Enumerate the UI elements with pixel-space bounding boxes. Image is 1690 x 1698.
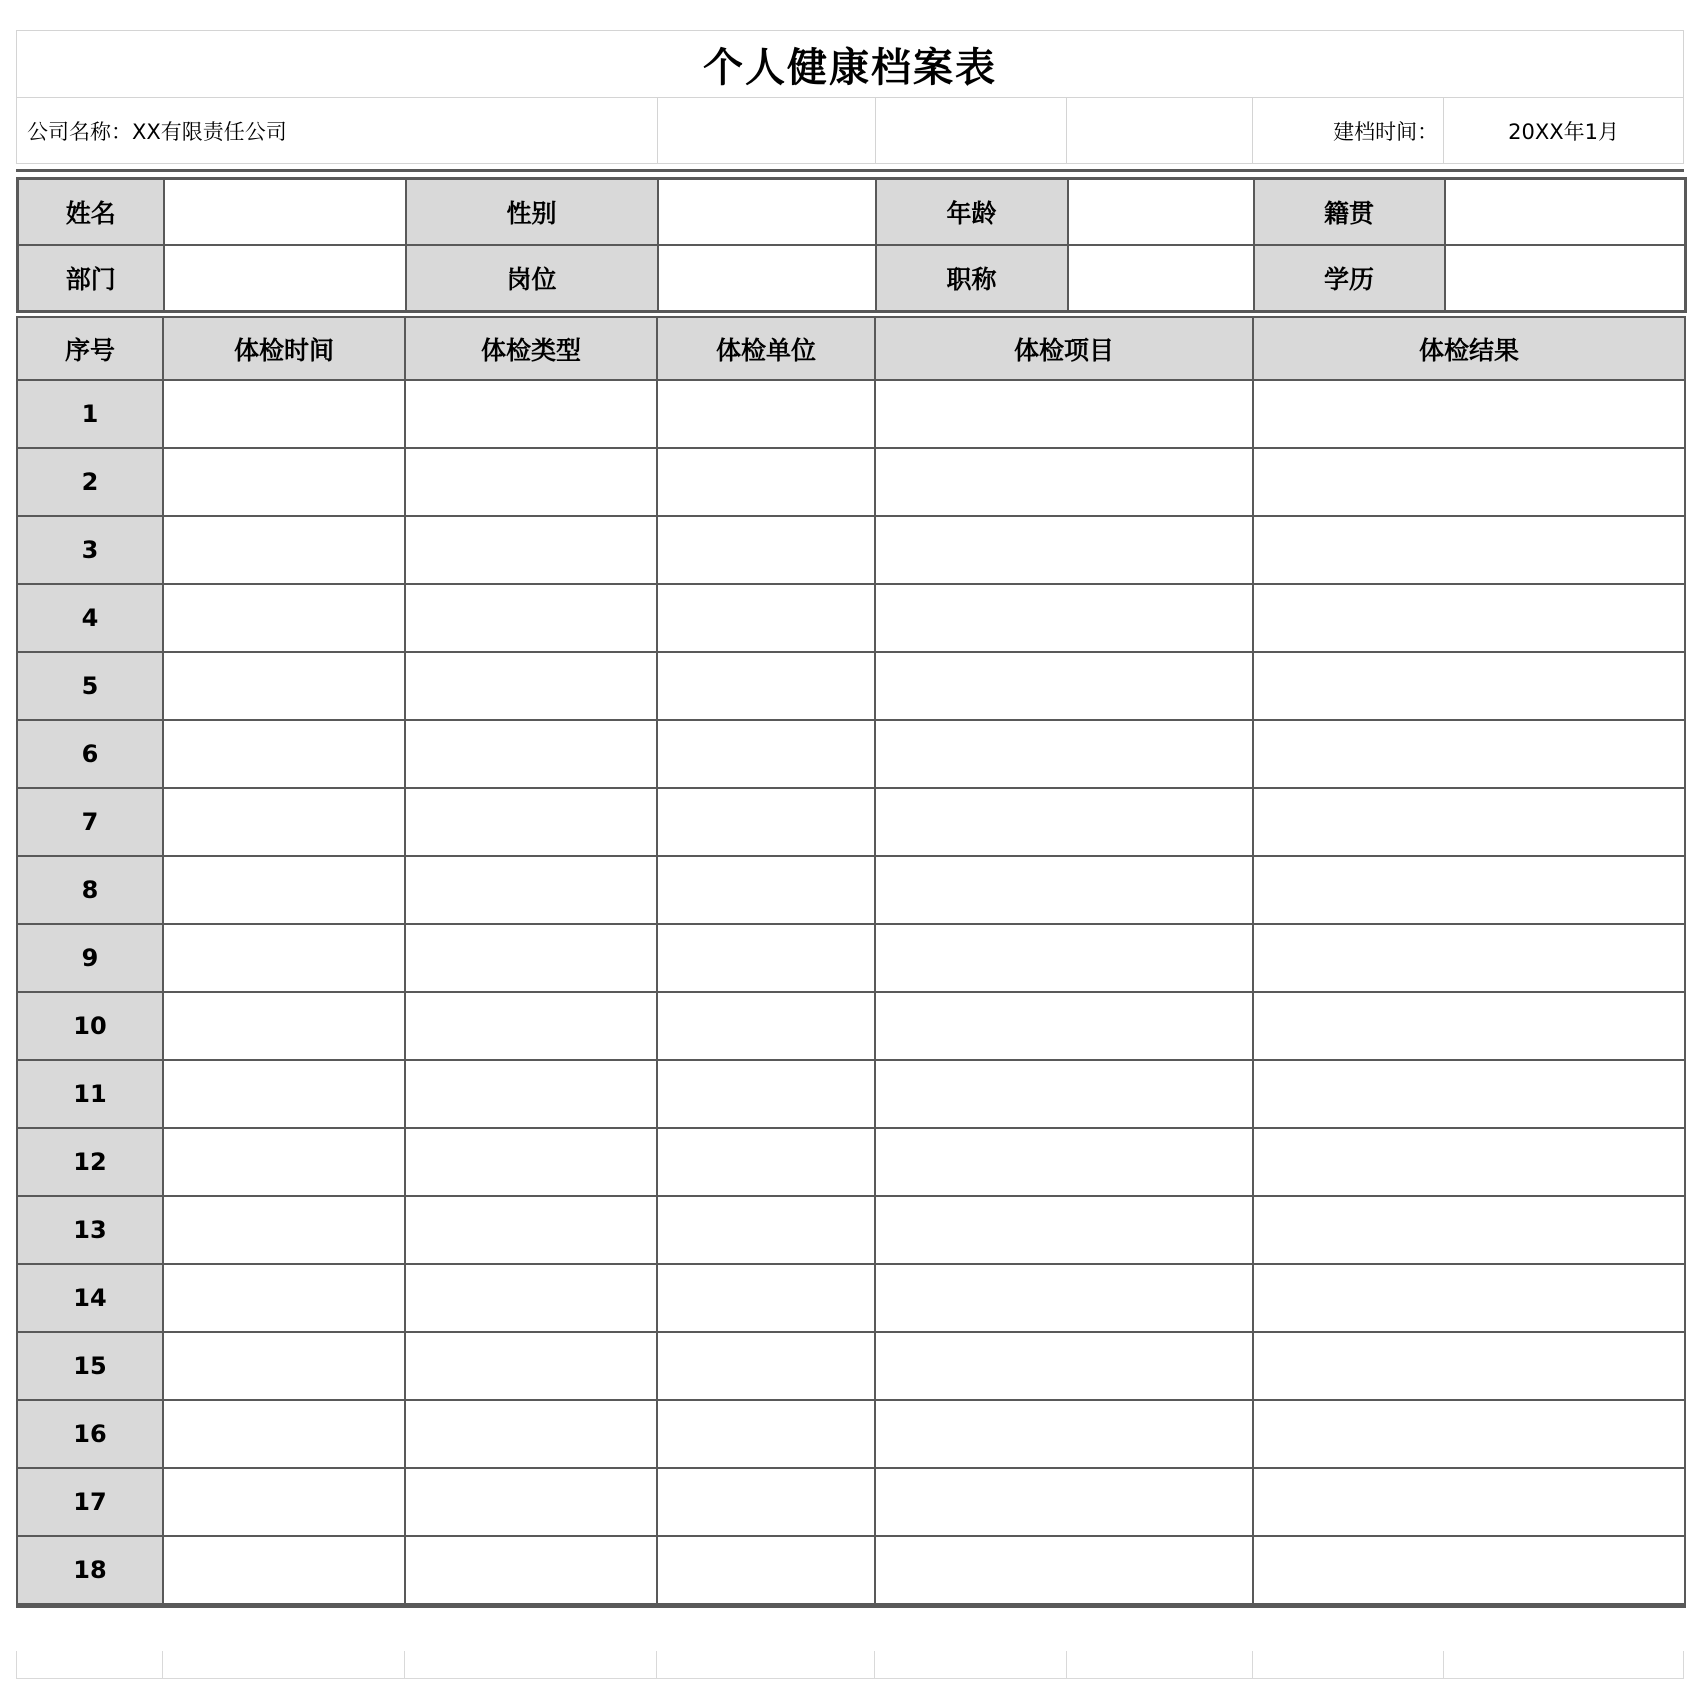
checkup-result-cell[interactable] — [1253, 1332, 1685, 1400]
company-row-empty-cell[interactable] — [1066, 98, 1252, 163]
checkup-type-cell[interactable] — [405, 1264, 657, 1332]
checkup-unit-cell[interactable] — [657, 720, 875, 788]
checkup-time-cell[interactable] — [163, 1400, 405, 1468]
checkup-unit-cell[interactable] — [657, 1468, 875, 1536]
company-name-cell: 公司名称：XX有限责任公司 — [27, 119, 287, 144]
checkup-type-cell[interactable] — [405, 584, 657, 652]
page-title: 个人健康档案表 — [17, 31, 1683, 98]
strip-cell — [1067, 1651, 1253, 1678]
checkup-result-cell[interactable] — [1253, 1264, 1685, 1332]
checkup-type-cell[interactable] — [405, 516, 657, 584]
row-number-cell: 16 — [17, 1400, 163, 1468]
header-serial-number: 序号 — [17, 317, 163, 380]
checkup-result-cell[interactable] — [1253, 1400, 1685, 1468]
row-number-cell: 7 — [17, 788, 163, 856]
checkup-time-cell[interactable] — [163, 1536, 405, 1606]
checkup-result-cell[interactable] — [1253, 584, 1685, 652]
checkup-type-cell[interactable] — [405, 992, 657, 1060]
age-value-cell[interactable] — [1068, 179, 1254, 246]
table-row — [17, 992, 1685, 1060]
row-number-cell: 8 — [17, 856, 163, 924]
checkup-result-cell[interactable] — [1253, 1536, 1685, 1606]
department-label: 部门 — [18, 245, 164, 312]
checkup-result-cell[interactable] — [1253, 380, 1685, 448]
name-value-cell[interactable] — [164, 179, 406, 246]
checkup-type-cell[interactable] — [405, 380, 657, 448]
checkup-unit-cell[interactable] — [657, 1196, 875, 1264]
personal-info-table — [16, 177, 1687, 313]
checkup-result-cell[interactable] — [1253, 652, 1685, 720]
checkup-type-cell[interactable] — [405, 1468, 657, 1536]
checkup-type-cell[interactable] — [405, 720, 657, 788]
checkup-type-cell[interactable] — [405, 856, 657, 924]
strip-cell — [17, 1651, 163, 1678]
checkup-time-cell[interactable] — [163, 992, 405, 1060]
checkup-item-cell[interactable] — [875, 584, 1253, 652]
checkup-time-cell[interactable] — [163, 1128, 405, 1196]
checkup-unit-cell[interactable] — [657, 584, 875, 652]
top-block — [16, 30, 1684, 164]
checkup-result-cell[interactable] — [1253, 1468, 1685, 1536]
table-row — [17, 448, 1685, 516]
checkup-result-cell[interactable] — [1253, 1128, 1685, 1196]
checkup-result-cell[interactable] — [1253, 448, 1685, 516]
checkup-unit-cell[interactable] — [657, 516, 875, 584]
archive-time-value: 20XX年1月 — [1443, 98, 1683, 163]
table-row — [17, 1264, 1685, 1332]
checkup-item-cell[interactable] — [875, 720, 1253, 788]
checkup-item-cell[interactable] — [875, 516, 1253, 584]
table-row — [17, 584, 1685, 652]
checkup-item-cell[interactable] — [875, 1196, 1253, 1264]
checkup-type-cell[interactable] — [405, 1060, 657, 1128]
strip-cell — [405, 1651, 657, 1678]
checkup-unit-cell[interactable] — [657, 652, 875, 720]
checkup-time-cell[interactable] — [163, 584, 405, 652]
checkup-type-cell[interactable] — [405, 652, 657, 720]
row-number-cell: 1 — [17, 380, 163, 448]
checkup-time-cell[interactable] — [163, 924, 405, 992]
checkup-result-cell[interactable] — [1253, 720, 1685, 788]
checkup-time-cell[interactable] — [163, 1196, 405, 1264]
table-row — [17, 856, 1685, 924]
strip-cell — [163, 1651, 405, 1678]
job-title-label: 职称 — [876, 245, 1068, 312]
row-number-cell: 17 — [17, 1468, 163, 1536]
checkup-result-cell[interactable] — [1253, 516, 1685, 584]
checkup-item-cell[interactable] — [875, 1332, 1253, 1400]
table-row — [17, 1536, 1685, 1606]
checkup-item-cell[interactable] — [875, 856, 1253, 924]
checkup-result-cell[interactable] — [1253, 788, 1685, 856]
row-number-cell: 18 — [17, 1536, 163, 1606]
checkup-type-cell[interactable] — [405, 1196, 657, 1264]
row-number-cell: 4 — [17, 584, 163, 652]
checkup-time-cell[interactable] — [163, 720, 405, 788]
info-row-2 — [18, 245, 1686, 312]
checkup-type-cell[interactable] — [405, 1536, 657, 1606]
checkup-result-cell[interactable] — [1253, 992, 1685, 1060]
table-row — [17, 652, 1685, 720]
checkup-result-cell[interactable] — [1253, 924, 1685, 992]
header-checkup-item: 体检项目 — [875, 317, 1253, 380]
checkup-unit-cell[interactable] — [657, 1128, 875, 1196]
checkup-item-cell[interactable] — [875, 1536, 1253, 1606]
row-number-cell: 2 — [17, 448, 163, 516]
checkup-item-cell[interactable] — [875, 448, 1253, 516]
row-number-cell: 15 — [17, 1332, 163, 1400]
checkup-time-cell[interactable] — [163, 788, 405, 856]
native-place-value-cell[interactable] — [1445, 179, 1686, 246]
checkup-unit-cell[interactable] — [657, 992, 875, 1060]
row-number-cell: 6 — [17, 720, 163, 788]
checkup-time-cell[interactable] — [163, 652, 405, 720]
strip-cell — [1253, 1651, 1444, 1678]
table-row — [17, 380, 1685, 448]
gender-label: 性别 — [406, 179, 658, 246]
archive-time-label: 建档时间： — [1252, 98, 1443, 163]
name-label: 姓名 — [18, 179, 164, 246]
checkup-item-cell[interactable] — [875, 652, 1253, 720]
table-row — [17, 1468, 1685, 1536]
strip-cell — [1444, 1651, 1684, 1678]
checkup-unit-cell[interactable] — [657, 924, 875, 992]
checkup-item-cell[interactable] — [875, 924, 1253, 992]
checkup-item-cell[interactable] — [875, 1128, 1253, 1196]
empty-grid-strip — [16, 1651, 1684, 1679]
checkup-item-cell[interactable] — [875, 1060, 1253, 1128]
checkup-type-cell[interactable] — [405, 788, 657, 856]
checkup-type-cell[interactable] — [405, 1128, 657, 1196]
checkup-type-cell[interactable] — [405, 1400, 657, 1468]
strip-cell — [875, 1651, 1067, 1678]
row-number-cell: 10 — [17, 992, 163, 1060]
strip-cell — [657, 1651, 875, 1678]
checkup-item-cell[interactable] — [875, 1400, 1253, 1468]
checkup-time-cell[interactable] — [163, 1060, 405, 1128]
table-row — [17, 1128, 1685, 1196]
company-row — [17, 98, 1683, 163]
checkup-time-cell[interactable] — [163, 856, 405, 924]
gender-value-cell[interactable] — [658, 179, 876, 246]
checkup-header-row — [17, 317, 1685, 380]
table-row — [17, 1196, 1685, 1264]
checkup-item-cell[interactable] — [875, 788, 1253, 856]
checkup-unit-cell[interactable] — [657, 380, 875, 448]
row-number-cell: 11 — [17, 1060, 163, 1128]
checkup-unit-cell[interactable] — [657, 448, 875, 516]
checkup-time-cell[interactable] — [163, 1264, 405, 1332]
main-table-body — [17, 380, 1685, 1606]
info-row-1 — [18, 179, 1686, 246]
checkup-time-cell[interactable] — [163, 1332, 405, 1400]
checkup-unit-cell[interactable] — [657, 788, 875, 856]
header-checkup-time: 体检时间 — [163, 317, 405, 380]
table-row — [17, 720, 1685, 788]
checkup-unit-cell[interactable] — [657, 1060, 875, 1128]
header-checkup-result: 体检结果 — [1253, 317, 1685, 380]
age-label: 年龄 — [876, 179, 1068, 246]
company-row-empty-cell[interactable] — [657, 98, 875, 163]
checkup-unit-cell[interactable] — [657, 1536, 875, 1606]
checkup-unit-cell[interactable] — [657, 1332, 875, 1400]
checkup-unit-cell[interactable] — [657, 856, 875, 924]
checkup-record-table — [16, 316, 1686, 1608]
table-row — [17, 1400, 1685, 1468]
checkup-item-cell[interactable] — [875, 1468, 1253, 1536]
table-row — [17, 788, 1685, 856]
row-number-cell: 9 — [17, 924, 163, 992]
row-number-cell: 14 — [17, 1264, 163, 1332]
position-value-cell[interactable] — [658, 245, 876, 312]
position-label: 岗位 — [406, 245, 658, 312]
checkup-item-cell[interactable] — [875, 380, 1253, 448]
education-label: 学历 — [1254, 245, 1445, 312]
checkup-result-cell[interactable] — [1253, 1196, 1685, 1264]
job-title-value-cell[interactable] — [1068, 245, 1254, 312]
checkup-time-cell[interactable] — [163, 516, 405, 584]
header-checkup-type: 体检类型 — [405, 317, 657, 380]
checkup-item-cell[interactable] — [875, 992, 1253, 1060]
checkup-time-cell[interactable] — [163, 448, 405, 516]
table-row — [17, 1060, 1685, 1128]
checkup-type-cell[interactable] — [405, 448, 657, 516]
checkup-unit-cell[interactable] — [657, 1400, 875, 1468]
row-number-cell: 5 — [17, 652, 163, 720]
table-row — [17, 516, 1685, 584]
checkup-type-cell[interactable] — [405, 1332, 657, 1400]
education-value-cell[interactable] — [1445, 245, 1686, 312]
checkup-unit-cell[interactable] — [657, 1264, 875, 1332]
checkup-result-cell[interactable] — [1253, 1060, 1685, 1128]
separator-line — [16, 169, 1684, 172]
row-number-cell: 3 — [17, 516, 163, 584]
table-row — [17, 924, 1685, 992]
company-row-empty-cell[interactable] — [875, 98, 1067, 163]
checkup-result-cell[interactable] — [1253, 856, 1685, 924]
checkup-item-cell[interactable] — [875, 1264, 1253, 1332]
native-place-label: 籍贯 — [1254, 179, 1445, 246]
checkup-type-cell[interactable] — [405, 924, 657, 992]
checkup-time-cell[interactable] — [163, 1468, 405, 1536]
header-checkup-unit: 体检单位 — [657, 317, 875, 380]
department-value-cell[interactable] — [164, 245, 406, 312]
checkup-time-cell[interactable] — [163, 380, 405, 448]
row-number-cell: 13 — [17, 1196, 163, 1264]
table-row — [17, 1332, 1685, 1400]
row-number-cell: 12 — [17, 1128, 163, 1196]
